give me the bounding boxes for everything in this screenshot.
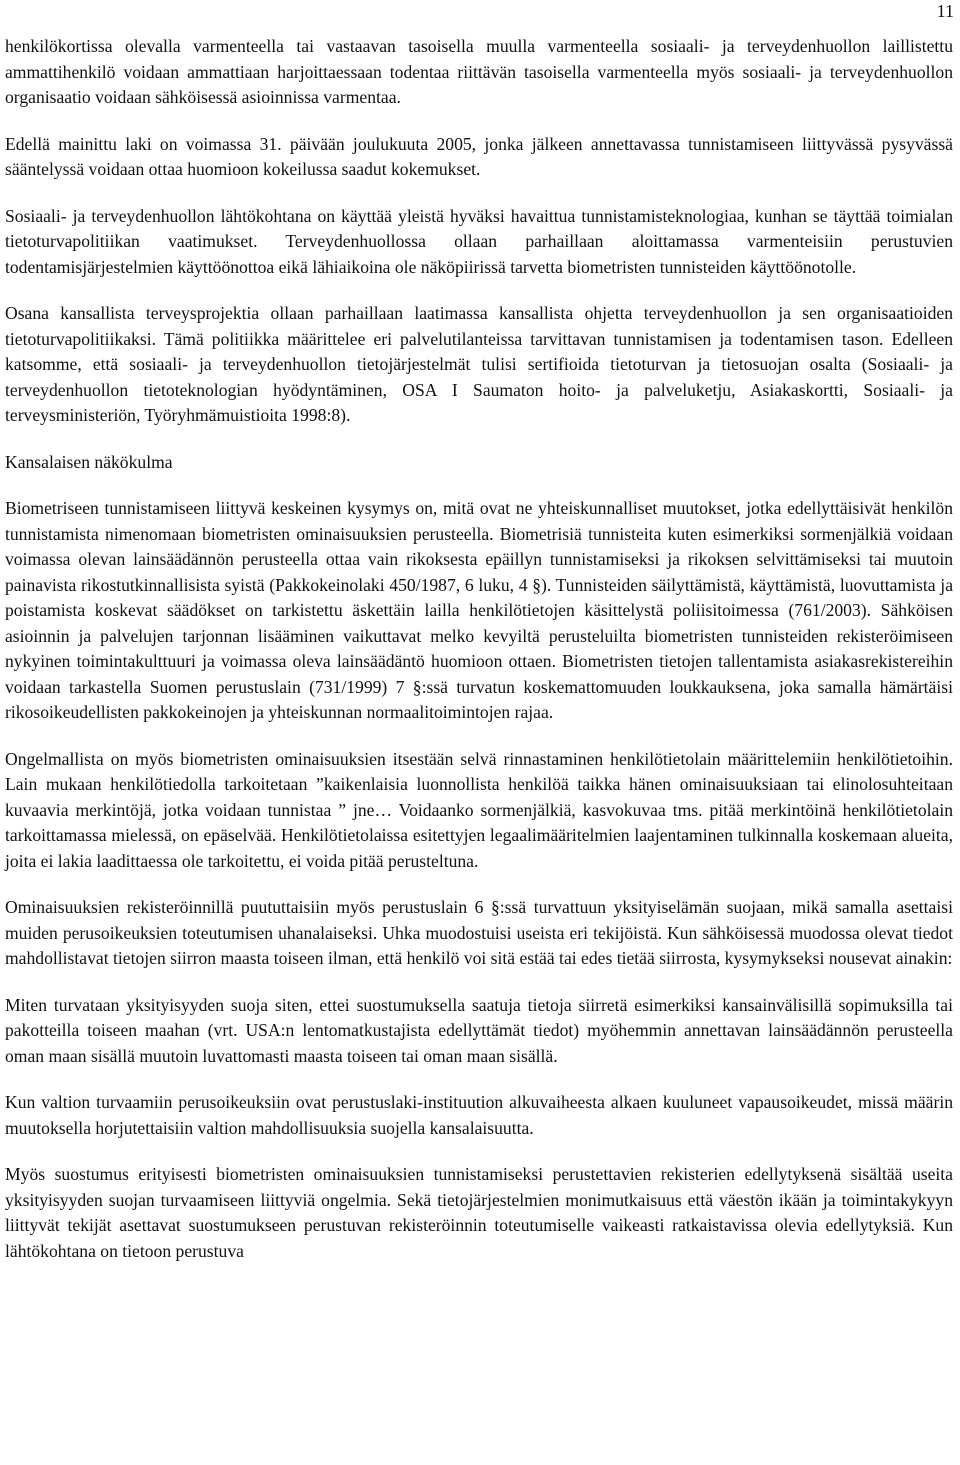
paragraph: Osana kansallista terveysprojektia ollaan parhaillaan laatimassa kansallista ohjetta terveydenhuollon ja sen organisaatioiden tietoturvapolitiikaksi. Tämä politiikka määrittelee eri palvelutilanteissa tarvittavan tunnistamisen ja todentamisen tason. Edelleen katsomme, että sosiaali- ja terveydenhuollon tietojärjestelmät tulisi sertifioida tietoturvan ja tietosuojan osalta (Sosiaali- ja terveydenhuollon tietoteknologian hyödyntäminen, OSA I Saumaton hoito- ja palveluketju, Asiakaskortti, Sosiaali- ja terveysministeriön, Työryhmämuistioita 1998:8). [5, 303, 953, 425]
paragraph: Ongelmallista on myös biometristen ominaisuuksien itsestään selvä rinnastaminen henkilötietolain määrittelemiin henkilötietoihin. Lain mukaan henkilötiedolla tarkoitetaan ”kaikenlaisia luonnollista henkilöä taikka hänen ominaisuuksiaan tai elinolosuhteitaan kuvaavia merkintöjä, jotka voidaan tunnistaa ” jne… Voidaanko sormenjälkiä, kasvokuvaa tms. pitää merkintöinä henkilötietolain tarkoittamassa mielessä, on epäselvää. Henkilötietolaissa esitettyjen legaalimääritelmien laajentaminen tulkinnalla koskemaan alueita, joita ei lakia laadittaessa ole tarkoitettu, ei voida pitää perusteltuna. [5, 748, 953, 871]
paragraph: Sosiaali- ja terveydenhuollon lähtökohtana on käyttää yleistä hyväksi havaittua tunnistamisteknologiaa, kunhan se täyttää toimialan tietoturvapolitiikan vaatimukset. Terveydenhuollossa ollaan parhaillaan aloittamassa varmenteisiin perustuvien todentamisjärjestelmien käyttöönottoa eikä lähiaikoina ole näköpiirissä tarvetta biometristen tunnisteiden käyttöönotolle. [5, 205, 953, 277]
paragraph: Kun valtion turvaamiin perusoikeuksiin ovat perustuslaki-instituution alkuvaiheesta alkaen kuuluneet vapausoikeudet, missä määrin muutoksella horjutettaisiin valtion mahdollisuuksia suojella kansalaisuutta. [5, 1092, 953, 1138]
paragraph: Ominaisuuksien rekisteröinnillä puututtaisiin myös perustuslain 6 §:ssä turvattuun yksityiselämän suojaan, mikä samalla asettaisi muiden perusoikeuksien toteutumisen uhanalaiseksi. Uhka muodostuisi useista eri tekijöistä. Kun sähköisessä muodossa olevat tiedot mahdollistavat tietojen siirron maasta toiseen ilman, että henkilö voi sitä estää tai edes tietää siirrosta, kysymykseksi nousevat ainakin: [5, 897, 953, 968]
paragraph: Biometriseen tunnistamiseen liittyvä keskeinen kysymys on, mitä ovat ne yhteiskunnalliset muutokset, jotka edellyttäisivät henkilön tunnistamista nimenomaan biometristen ominaisuuksien perusteella. Biometrisiä tunnisteita kuten esimerkiksi sormenjälkiä voidaan voimassa olevan lainsäädännön perusteella ottaa vain rikoksesta epäillyn tunnistamiseksi ja rikoksen selvittämiseksi tai muutoin painavista rikostutkinnallisista syistä (Pakkokeinolaki 450/1987, 6 luku, 4 §). Tunnisteiden säilyttämistä, käyttämistä, luovuttamista ja poistamista koskevat säädökset on tarkistettu äskettäin lailla henkilötietojen käsittelystä poliisitoimessa (761/2003). Sähköisen asioinnin ja palvelujen tarjonnan lisääminen vaikuttavat melko kevyiltä perusteluilta biometristen tunnisteiden rekisteröimiseen nykyinen toimintakulttuuri ja voimassa oleva lainsäädäntö huomioon ottaen. Biometristen tietojen tallentamista asiakasrekistereihin voidaan tarkastella Suomen perustuslain (731/1999) 7 §:ssä turvatun koskemattomuuden loukkauksena, joka samalla hämärtäisi rikosoikeudellisten pakkokeinojen ja yhteiskunnan normaalitoimintojen rajaa. [5, 498, 953, 722]
paragraph: Myös suostumus erityisesti biometristen ominaisuuksien tunnistamiseksi perustettavien rekisterien edellytyksenä sisältää useita yksityisyyden suojan turvaamiseen liittyviä ongelmia. Sekä tietojärjestelmien monimutkaisuus että väestön ikään ja toimintakykyyn liittyvät tekijät asettavat suostumukseen perustuvan rekisteröinnin toteutumiselle vaikeasti ratkaistavissa olevia edellytyksiä. Kun lähtökohtana on tietoon perustuva [5, 1164, 953, 1261]
paragraph: Miten turvataan yksityisyyden suoja siten, ettei suostumuksella saatuja tietoja siirretä esimerkiksi kansainvälisillä sopimuksilla tai pakotteilla toiseen maahan (vrt. USA:n lentomatkustajista edellyttämät tiedot) myöhemmin annettavan lainsäädännön perusteella oman maan sisällä muutoin luvattomasti maasta toiseen tai oman maan sisällä. [5, 994, 953, 1066]
document-body [5, 34, 953, 1264]
paragraph: henkilökortissa olevalla varmenteella tai vastaavan tasoisella muulla varmenteella sosiaali- ja terveydenhuollon laillistettu ammattihenkilö voidaan ammattiaan harjoittaessaan todentaa riittävän tasoisella varmenteella myös sosiaali- ja terveydenhuollon organisaatio voidaan sähköisessä asioinnissa varmentaa. [5, 36, 953, 107]
page-number: 11 [936, 1, 954, 21]
section-heading: Kansalaisen näkökulma [5, 451, 173, 472]
paragraph: Edellä mainittu laki on voimassa 31. päivään joulukuuta 2005, jonka jälkeen annettavassa tunnistamiseen liittyvässä pysyvässä sääntelyssä voidaan ottaa huomioon kokeilussa saadut kokemukset. [5, 133, 953, 179]
